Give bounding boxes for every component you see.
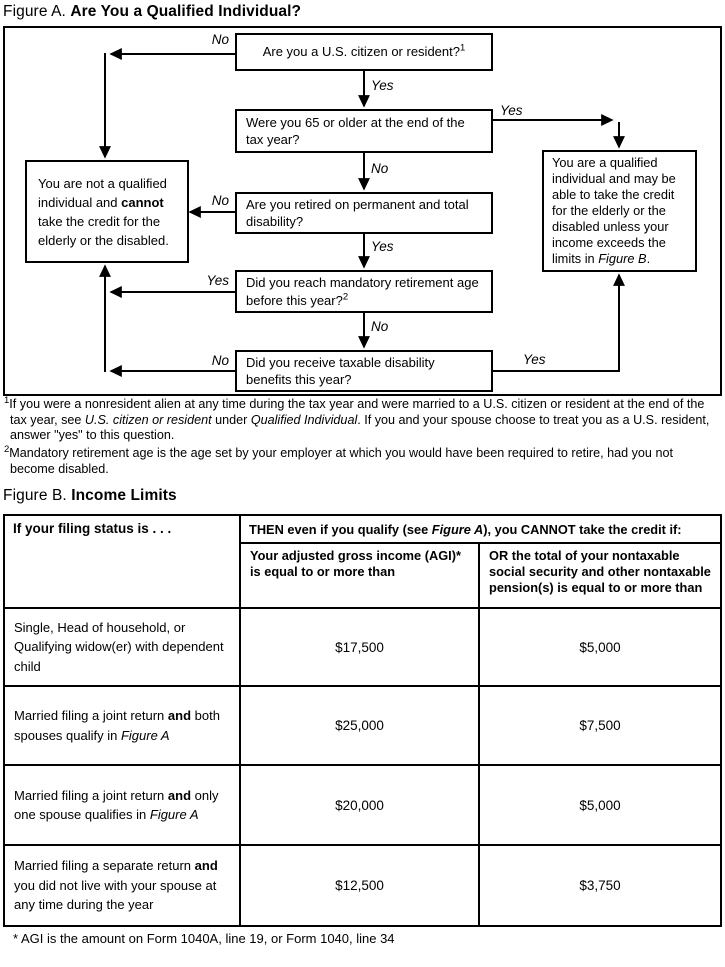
pension-column-header: OR the total of your nontaxable social security and other nontaxable pension(s) is equal to or more than: [479, 543, 721, 608]
filing-status-header: If your filing status is . . .: [4, 515, 240, 608]
question-box-us-citizen: Are you a U.S. citizen or resident?$^1$: [235, 33, 493, 71]
figure-a-title: Figure A. Are You a Qualified Individual?: [3, 3, 302, 20]
pension-amount-cell: $3,750: [479, 845, 721, 926]
not-qualified-box: You are not a qualified individual and cannot take the credit for the elderly or the disabled.: [25, 160, 189, 263]
agi-amount-cell: $25,000: [240, 686, 479, 765]
edge-label-q4-yes: Yes: [206, 273, 229, 288]
agi-footnote: * AGI is the amount on Form 1040A, line 19, or Form 1040, line 34: [13, 931, 395, 946]
table-row-single: [4, 608, 721, 686]
table-row-joint-both-qualify: [4, 686, 721, 765]
agi-amount-cell: $17,500: [240, 608, 479, 686]
edge-label-q1-no: No: [211, 32, 229, 47]
agi-amount-cell: $20,000: [240, 765, 479, 845]
edge-label-q1-yes: Yes: [371, 78, 394, 93]
question-box-mandatory-retirement: Did you reach mandatory retirement age before this year?$^2$: [235, 270, 493, 313]
question-box-taxable-benefits: Did you receive taxable disability benefits this year?: [235, 350, 493, 392]
filing-status-cell: Married filing a joint return and only one spouse qualifies in Figure A: [4, 765, 240, 845]
qualified-box: You are a qualified individual and may be able to take the credit for the elderly or the disabled unless your income exceeds the limits in Figure B.: [542, 150, 697, 272]
edge-label-q5-yes: Yes: [523, 352, 546, 367]
question-box-retired-disability: Are you retired on permanent and total disability?: [235, 192, 493, 234]
edge-label-q2-no: No: [371, 161, 389, 176]
edge-label-q3-no: No: [211, 193, 229, 208]
filing-status-cell: Married filing a separate return and you did not live with your spouse at any time during the year: [4, 845, 240, 926]
edge-label-q3-yes: Yes: [371, 239, 394, 254]
pension-amount-cell: $7,500: [479, 686, 721, 765]
edge-label-q5-no: No: [211, 353, 229, 368]
then-qualify-header: THEN even if you qualify (see Figure A), you CANNOT take the credit if:: [240, 515, 721, 543]
figure-b-title: Figure B. Income Limits: [3, 487, 177, 504]
income-limits-table: [3, 514, 722, 927]
footnote-1: $^1$If you were a nonresident alien at any time during the tax year and were married to a U.S. citizen or resident at the end of the tax year, see U.S. citizen or resident under Qualified Individual. If you and your spouse choose to treat you as a U.S. resident, answer "yes" to this question.: [4, 394, 710, 442]
filing-status-cell: Married filing a joint return and both spouses qualify in Figure A: [4, 686, 240, 765]
table-row-separate-return: [4, 845, 721, 926]
footnote-2: $^2$Mandatory retirement age is the age set by your employer at which you would have been required to retire, had you not become disabled.: [4, 443, 673, 476]
figure-a-flowchart: [3, 26, 722, 396]
pension-amount-cell: $5,000: [479, 765, 721, 845]
agi-column-header: Your adjusted gross income (AGI)* is equal to or more than: [240, 543, 479, 608]
edge-label-q4-no: No: [371, 319, 389, 334]
table-row-joint-one-qualifies: [4, 765, 721, 845]
pension-amount-cell: $5,000: [479, 608, 721, 686]
filing-status-cell: Single, Head of household, or Qualifying widow(er) with dependent child: [4, 608, 240, 686]
agi-amount-cell: $12,500: [240, 845, 479, 926]
question-box-age-65: Were you 65 or older at the end of the tax year?: [235, 109, 493, 153]
edge-label-q2-yes: Yes: [500, 103, 523, 118]
